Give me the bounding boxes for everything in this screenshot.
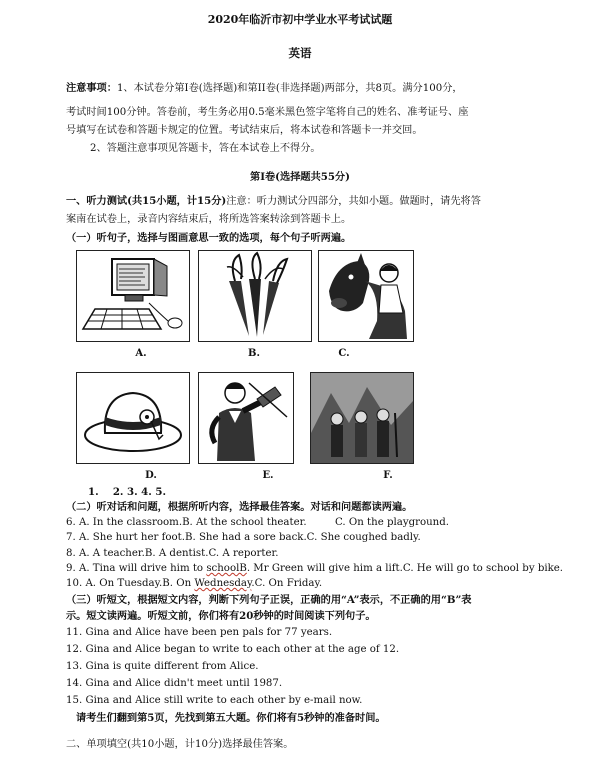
hat-icon: [77, 373, 189, 463]
turn-page-instruction: 请考生们翻到第5页，先找到第五大题。你们将有5秒钟的准备时间。: [76, 712, 386, 724]
picture-e: [198, 372, 294, 464]
notice-line-4: 2、答题注意事项见答题卡，答在本试卷上不得分。: [90, 143, 321, 154]
question-10-a: 10. A. On Tuesday.B. On: [66, 578, 195, 589]
listening-line-1: [66, 194, 481, 209]
question-8: 8. A. A teacher.B. A dentist.C. A reporter.: [66, 548, 279, 559]
picture-f: [310, 372, 414, 464]
question-13: 13. Gina is quite different from Alice.: [66, 661, 259, 672]
section2-title: （二）听对话和问题，根据所听内容，选择最佳答案。对话和问题都读两遍。: [66, 501, 413, 513]
question-10: [66, 577, 322, 591]
question-11: 11. Gina and Alice have been pen pals for 77 years.: [66, 627, 333, 638]
exam-title: 2020年临沂市初中学业水平考试试题: [207, 13, 393, 26]
picture-label-b: B.: [248, 348, 260, 359]
picture-label-a: A.: [135, 348, 147, 359]
picture-label-f: F.: [383, 470, 393, 481]
listening-desc-2: 案南在试卷上，录音内容结束后，将所选答案转涂到答题卡上。: [66, 214, 352, 225]
picture-a: [76, 250, 190, 342]
picture-label-e: E.: [262, 470, 274, 481]
hikers-icon: [311, 373, 413, 463]
question-10-mark: Wednesday: [194, 578, 252, 589]
question-6: [66, 516, 449, 530]
carrots-icon: [199, 251, 311, 341]
notice-label: 注意事项：: [66, 82, 117, 94]
question-12: 12. Gina and Alice began to write to each other at the age of 12.: [66, 644, 400, 655]
picture-label-c: C.: [338, 348, 350, 359]
computer-icon: [77, 251, 189, 341]
question-15: 15. Gina and Alice still write to each other by e-mail now.: [66, 695, 363, 706]
picture-b: [198, 250, 312, 342]
picture-d: [76, 372, 190, 464]
notice-text-1: 1、本试卷分第I卷(选择题)和第II卷(非选择题)两部分，共8页。满分100分，: [116, 83, 463, 94]
notice-line-2: 考试时间100分钟。答卷前，考生务必用0.5毫米黑色签字笔将自己的姓名、准考证号、座: [66, 107, 469, 118]
question-6-c: C. On the playground.: [335, 517, 449, 528]
part1-title: 第I卷(选择题共55分): [250, 171, 350, 183]
listening-title: 一、听力测试(共15小题，计15分): [66, 195, 227, 207]
notice-line-1: [66, 81, 463, 96]
subject-title: 英语: [288, 46, 312, 60]
question-14: 14. Gina and Alice didn't meet until 1987.: [66, 678, 283, 689]
part2-title: 二、单项填空(共10小题，计10分)选择最佳答案。: [66, 739, 294, 750]
question-9-rest: . Mr Green will give him a lift.C. He will go to school by bike.: [246, 563, 564, 574]
question-6-ab: 6. A. In the classroom.B. At the school theater.: [66, 517, 307, 528]
picture-label-d: D.: [145, 470, 157, 481]
section3-line-2: 示。短文读两遍。听短文前，你们将有20秒钟的时间阅读下列句子。: [66, 610, 376, 622]
picture-c: [318, 250, 414, 342]
question-9: [66, 562, 563, 576]
question-9-a: 9. A. Tina will drive him to: [66, 563, 207, 574]
question-7: 7. A. She hurt her foot.B. She had a sore back.C. She coughed badly.: [66, 532, 421, 543]
section1-title: （一）听句子，选择与图画意思一致的选项，每个句子听两遍。: [66, 232, 352, 244]
listening-desc-1: 注意：听力测试分四部分，共如小题。做题时，请先将答: [226, 196, 481, 207]
question-10-rest: .C. On Friday.: [251, 578, 323, 589]
horse-rider-icon: [319, 251, 413, 341]
violin-player-icon: [199, 373, 293, 463]
question-9-mark: schoolB: [206, 563, 247, 574]
section3-line-1: （三）听短文，根据短文内容，判断下列句子正误，正确的用“A”表示，不正确的用“B”表: [66, 594, 472, 606]
answer-blanks: 1. 2. 3. 4. 5.: [88, 486, 167, 498]
notice-line-3: 号填写在试卷和答题卡规定的位置。考试结束后，将本试卷和答题卡一并交回。: [66, 125, 423, 136]
